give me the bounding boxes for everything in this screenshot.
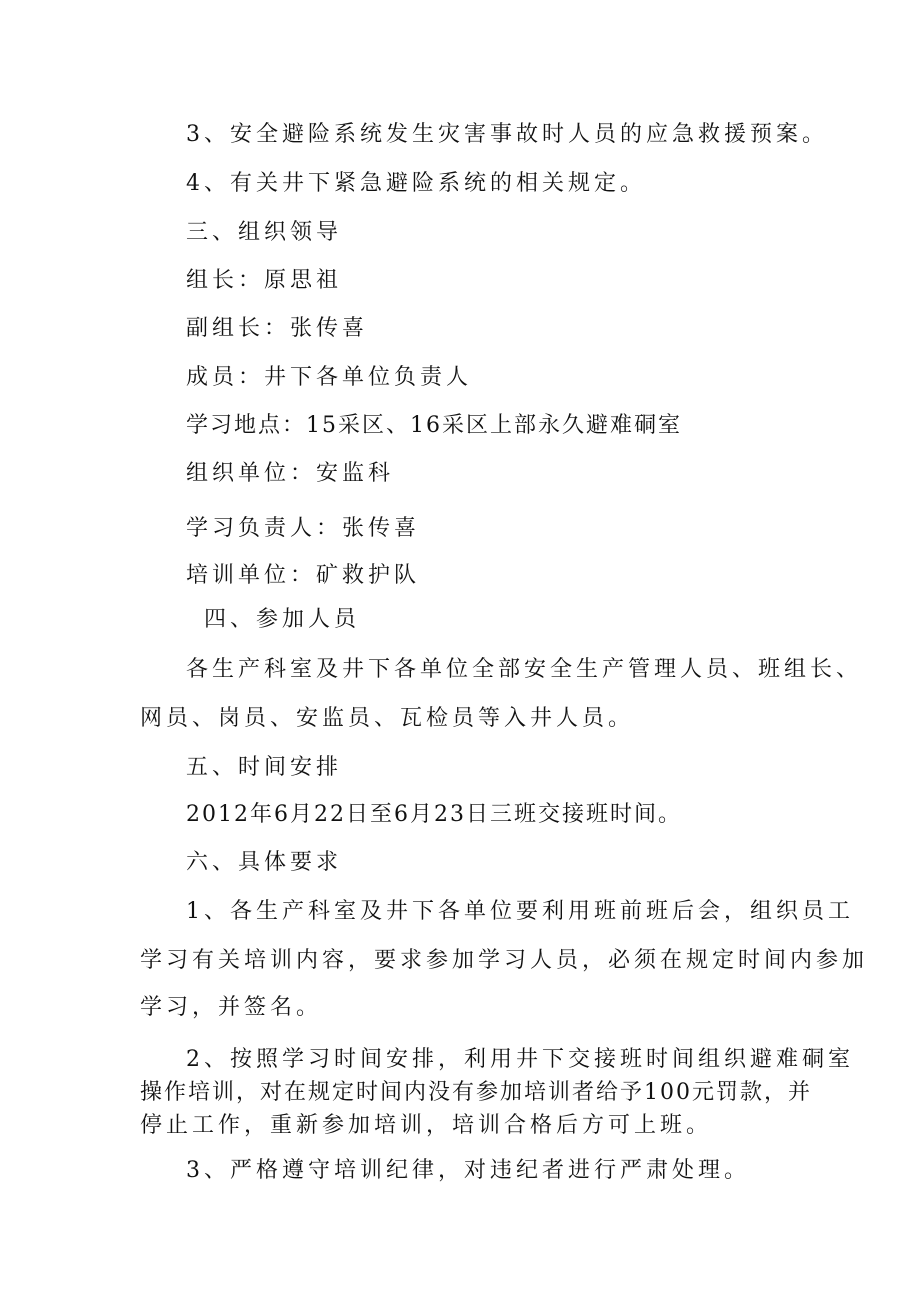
text-line: 2012年6月22日至6月23日三班交接班时间。 — [186, 802, 682, 827]
text-line: 2、按照学习时间安排，利用井下交接班时间组织避难硐室 — [186, 1047, 854, 1072]
section-heading: 五、时间安排 — [186, 755, 343, 780]
text-line: 各生产科室及井下各单位全部安全生产管理人员、班组长、 — [186, 657, 863, 682]
section-heading: 三、组织领导 — [186, 220, 343, 245]
text-line: 学习有关培训内容，要求参加学习人员，必须在规定时间内参加 — [140, 948, 869, 973]
section-heading: 六、具体要求 — [186, 850, 343, 875]
text-line: 学习，并签名。 — [140, 995, 323, 1020]
text-line: 学习地点：15采区、16采区上部永久避难硐室 — [186, 413, 682, 438]
text-line: 3、严格遵守培训纪律，对违纪者进行严肃处理。 — [186, 1158, 750, 1183]
text-line: 副组长：张传喜 — [186, 316, 369, 341]
text-line: 1、各生产科室及井下各单位要利用班前班后会，组织员工 — [186, 899, 854, 924]
text-line: 培训单位：矿救护队 — [186, 563, 421, 588]
text-line: 组织单位：安监科 — [186, 461, 395, 486]
section-heading: 四、参加人员 — [204, 607, 361, 632]
text-line: 操作培训，对在规定时间内没有参加培训者给予100元罚款，并 — [140, 1080, 812, 1105]
text-line: 学习负责人：张传喜 — [186, 516, 421, 541]
text-line: 网员、岗员、安监员、瓦检员等入井人员。 — [140, 706, 635, 731]
text-line: 停止工作，重新参加培训，培训合格后方可上班。 — [140, 1113, 713, 1138]
text-line: 组长：原思祖 — [186, 268, 343, 293]
text-line: 成员：井下各单位负责人 — [186, 365, 473, 390]
text-line: 4、有关井下紧急避险系统的相关规定。 — [186, 171, 646, 196]
text-line: 3、安全避险系统发生灾害事故时人员的应急救援预案。 — [186, 122, 828, 147]
